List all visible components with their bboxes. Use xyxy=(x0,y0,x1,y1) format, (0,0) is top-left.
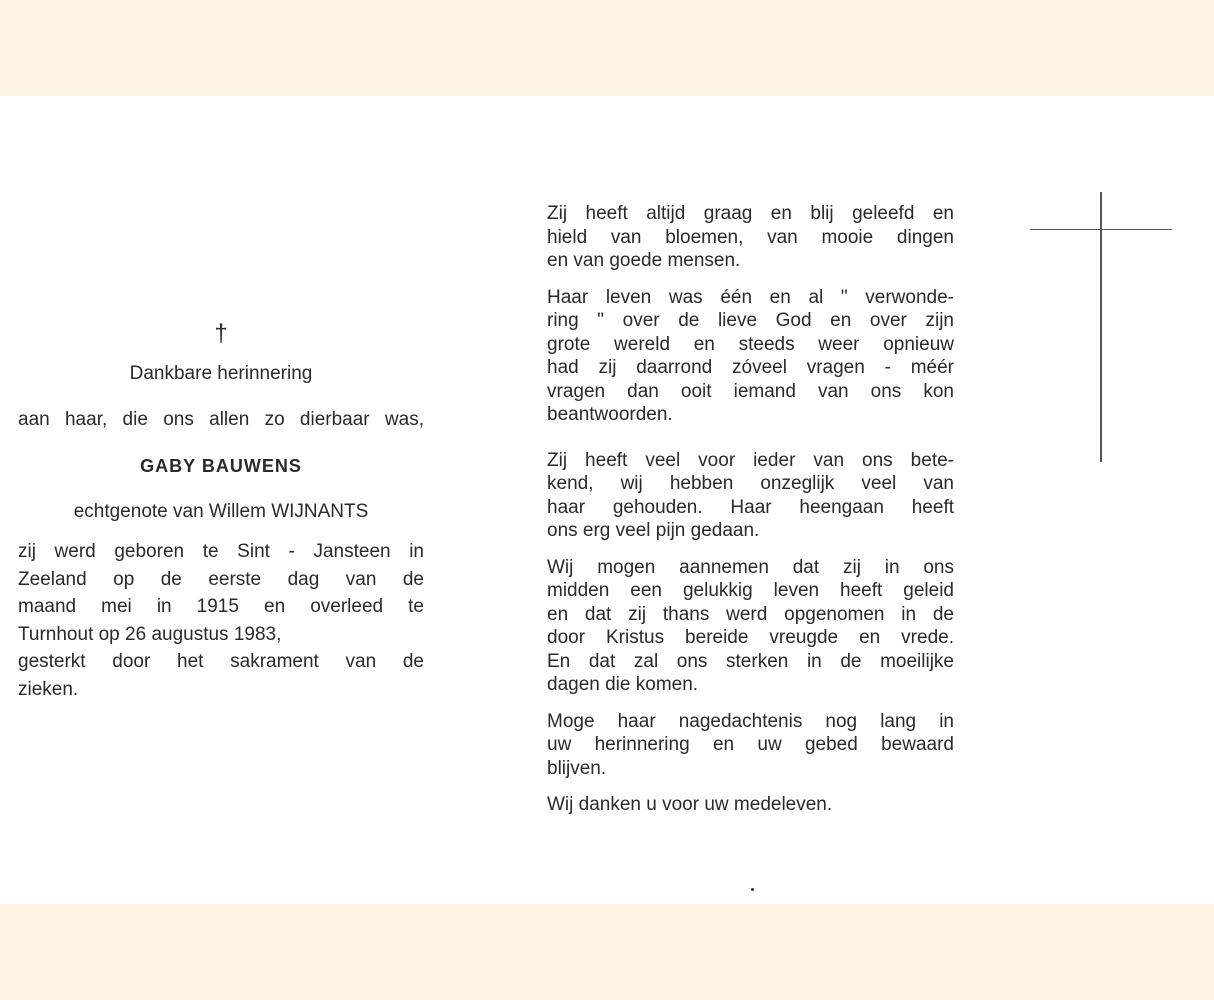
spouse-line: echtgenote van Willem WIJNANTS xyxy=(73,501,369,522)
right-panel xyxy=(547,202,954,830)
print-dot xyxy=(751,888,754,891)
paragraph-line: had zij daarrond zóveel vragen - méér xyxy=(547,357,954,378)
left-panel xyxy=(18,320,424,703)
paragraph-line: grote wereld en steeds weer opnieuw xyxy=(547,333,954,355)
bio-line: Zeeland op de eerste dag van de xyxy=(18,568,424,590)
bio-line: Turnhout op 26 augustus 1983, xyxy=(18,623,282,645)
paragraph-line: Wij mogen aannemen dat zij in ons xyxy=(547,556,954,578)
bio-line: zij werd geboren te Sint - Jansteen in xyxy=(18,541,424,562)
paragraph-line: en dat zij thans werd opgenomen in de xyxy=(547,603,954,625)
paragraph-line: Haar leven was één en al " verwonde- xyxy=(547,286,954,308)
paragraph-line: En dat zal ons sterken in de moeilijke xyxy=(547,650,954,672)
text-paragraph xyxy=(547,793,954,817)
paragraph-line: Zij heeft veel voor ieder van ons bete- xyxy=(547,449,954,471)
cross-icon: † xyxy=(214,320,228,347)
text-paragraph xyxy=(547,286,954,427)
text-paragraph xyxy=(547,202,954,273)
text-paragraph xyxy=(547,556,954,697)
paragraph-line: en van goede mensen. xyxy=(547,250,741,271)
paragraph-line: ring " over de lieve God en over zijn xyxy=(547,310,954,331)
paragraph-line: door Kristus bereide vreugde en vrede. xyxy=(547,627,954,648)
paragraph-line: Wij danken u voor uw medeleven. xyxy=(547,794,833,815)
deceased-name: GABY BAUWENS xyxy=(140,456,302,476)
paragraph-line: midden een gelukkig leven heeft geleid xyxy=(547,580,954,601)
paragraph-line: uw herinnering en uw gebed bewaard xyxy=(547,734,954,755)
paragraph-line: Moge haar nagedachtenis nog lang in xyxy=(547,710,954,732)
bio-line: zieken. xyxy=(18,678,79,700)
text-paragraph xyxy=(547,449,954,543)
paragraph-line: kend, wij hebben onzeglijk veel van xyxy=(547,473,954,494)
paragraph-line: vragen dan ooit iemand van ons kon xyxy=(547,380,954,402)
text-paragraph xyxy=(547,710,954,781)
large-cross-icon xyxy=(1030,192,1172,464)
biography xyxy=(18,538,424,703)
paragraph-line: blijven. xyxy=(547,757,607,779)
bio-line: maand mei in 1915 en overleed te xyxy=(18,596,424,617)
dedication-line: aan haar, die ons allen zo dierbaar was, xyxy=(18,409,424,430)
paragraph-line: Zij heeft altijd graag en blij geleefd en xyxy=(547,203,954,224)
thanks-heading: Dankbare herinnering xyxy=(129,363,313,384)
paragraph-line: dagen die komen. xyxy=(547,674,699,695)
paragraph-line: ons erg veel pijn gedaan. xyxy=(547,520,760,541)
paragraph-line: beantwoorden. xyxy=(547,404,673,425)
bio-line: gesterkt door het sakrament van de xyxy=(18,651,424,672)
paragraph-line: hield van bloemen, van mooie dingen xyxy=(547,226,954,248)
paragraph-line: haar gehouden. Haar heengaan heeft xyxy=(547,496,954,518)
